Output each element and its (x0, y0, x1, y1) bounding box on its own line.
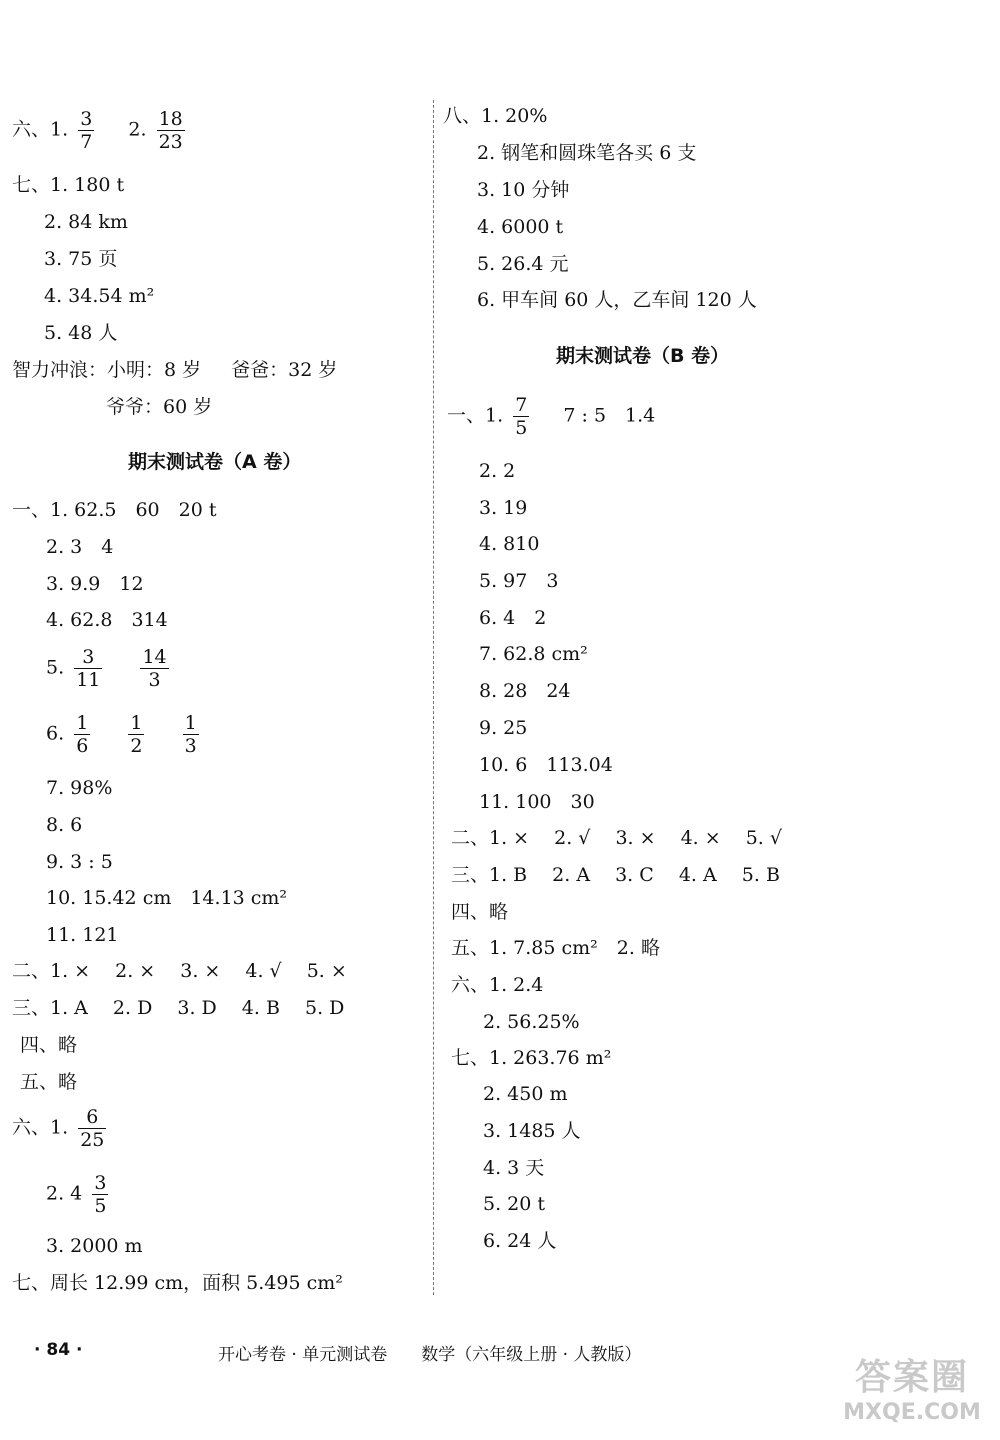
fraction: $\frac{7}{5}$ (515, 394, 528, 439)
right-eight-q4: 4. 6000 t (477, 216, 564, 238)
b-one-q4: 4. 810 (479, 533, 540, 555)
b-one-q3: 3. 19 (479, 497, 528, 519)
fraction: $\frac{3}{7}$ (80, 108, 93, 153)
b-two: 二、1. × 2. √ 3. × 4. × 5. √ (451, 827, 782, 849)
b-seven-q2: 2. 450 m (483, 1083, 568, 1105)
a-one-q10: 10. 15.42 cm 14.13 cm² (46, 887, 288, 909)
b-one-q2: 2. 2 (479, 460, 516, 482)
left-seven-q5: 5. 48 人 (44, 322, 118, 344)
book-title: 开心考卷 · 单元测试卷 数学（六年级上册 · 人教版） (218, 1345, 642, 1365)
a-five: 五、略 (20, 1071, 78, 1093)
b-three: 三、1. B 2. A 3. C 4. A 5. B (451, 864, 780, 886)
a-one-q7: 7. 98% (46, 777, 113, 799)
fraction: $\frac{6}{25}$ (80, 1106, 105, 1151)
b-one-q11: 11. 100 30 (479, 791, 595, 813)
a-seven: 七、周长 12.99 cm，面积 5.495 cm² (12, 1272, 343, 1294)
a-four: 四、略 (20, 1034, 78, 1056)
b-one-q8: 8. 28 24 (479, 680, 571, 702)
b-four: 四、略 (451, 901, 509, 923)
b-one-q10: 10. 6 113.04 (479, 754, 613, 776)
fraction: $\frac{3}{11}$ (76, 646, 101, 691)
fraction: $\frac{14}{3}$ (142, 646, 167, 691)
right-eight-q3: 3. 10 分钟 (477, 179, 570, 201)
left-seven-q3: 3. 75 页 (44, 248, 118, 270)
watermark-logo: 答案圈 MXQE.COM (843, 1357, 981, 1425)
a-one-q6: 6. $\frac{1}{6}$ $\frac{1}{2}$ $\frac{1}{3}$ (46, 712, 197, 757)
left-seven-q4: 4. 34.54 m² (44, 285, 155, 307)
b-one-q6: 6. 4 2 (479, 607, 547, 629)
right-eight-q2: 2. 钢笔和圆珠笔各买 6 支 (477, 142, 697, 164)
b-one-q7: 7. 62.8 cm² (479, 643, 588, 665)
fraction: $\frac{18}{23}$ (158, 108, 183, 153)
a-one-q11: 11. 121 (46, 924, 119, 946)
b-seven-q5: 5. 20 t (483, 1193, 546, 1215)
b-seven-q1: 七、1. 263.76 m² (451, 1047, 612, 1069)
zhili-line-2: 爷爷：60 岁 (106, 396, 213, 418)
b-seven-q3: 3. 1485 人 (483, 1120, 581, 1142)
right-eight-q5: 5. 26.4 元 (477, 253, 569, 275)
a-one-q9: 9. 3 : 5 (46, 851, 113, 873)
a-six-q1: 六、1. $\frac{6}{25}$ (12, 1106, 105, 1151)
b-one-q1: 一、1. $\frac{7}{5}$ 7 : 5 1.4 (447, 394, 656, 439)
fraction: $\frac{1}{3}$ (184, 712, 197, 757)
right-eight-q6: 6. 甲车间 60 人，乙车间 120 人 (477, 289, 757, 311)
a-one-q2: 2. 3 4 (46, 536, 114, 558)
page-number: · 84 · (34, 1340, 83, 1360)
a-six-q2: 2. 4 $\frac{3}{5}$ (46, 1172, 107, 1217)
b-six-q2: 2. 56.25% (483, 1011, 580, 1033)
left-seven-q1: 七、1. 180 t (12, 174, 125, 196)
a-three: 三、1. A 2. D 3. D 4. B 5. D (12, 997, 345, 1019)
right-eight-q1: 八、1. 20% (443, 105, 548, 127)
a-six-q3: 3. 2000 m (46, 1235, 143, 1257)
b-seven-q4: 4. 3 天 (483, 1157, 545, 1179)
zhili-line-1: 智力冲浪：小明：8 岁 爸爸：32 岁 (12, 359, 338, 381)
b-five: 五、1. 7.85 cm² 2. 略 (451, 937, 660, 959)
column-divider (433, 100, 434, 1295)
a-one-q5: 5. $\frac{3}{11}$ $\frac{14}{3}$ (46, 646, 167, 691)
fraction: $\frac{1}{6}$ (76, 712, 89, 757)
left-six-row: 六、1. $\frac{3}{7}$ 2. $\frac{18}{23}$ (12, 108, 183, 153)
b-one-q5: 5. 97 3 (479, 570, 559, 592)
a-one-q8: 8. 6 (46, 814, 83, 836)
exam-b-title: 期末测试卷（B 卷） (556, 345, 730, 367)
exam-a-title: 期末测试卷（A 卷） (128, 451, 302, 473)
left-seven-q2: 2. 84 km (44, 211, 128, 233)
a-one-q4: 4. 62.8 314 (46, 609, 168, 631)
a-two: 二、1. × 2. × 3. × 4. √ 5. × (12, 960, 347, 982)
a-one-q1: 一、1. 62.5 60 20 t (12, 499, 217, 521)
b-one-q9: 9. 25 (479, 717, 528, 739)
b-seven-q6: 6. 24 人 (483, 1230, 557, 1252)
fraction: $\frac{1}{2}$ (130, 712, 143, 757)
fraction: $\frac{3}{5}$ (94, 1172, 107, 1217)
a-one-q3: 3. 9.9 12 (46, 573, 144, 595)
b-six-q1: 六、1. 2.4 (451, 974, 544, 996)
